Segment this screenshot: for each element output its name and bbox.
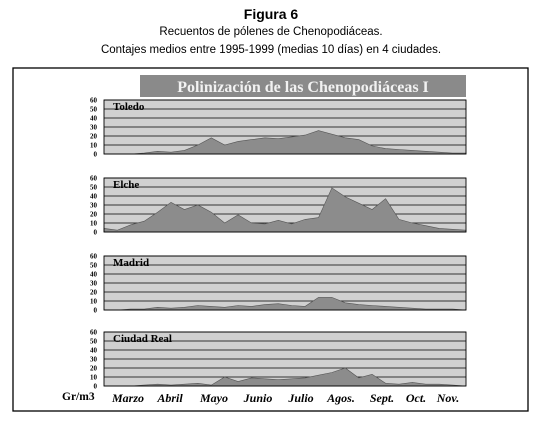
y-tick-label: 50 [90,261,97,270]
y-tick-label: 60 [90,252,97,261]
y-tick-label: 20 [90,364,97,373]
y-tick-label: 10 [90,373,97,382]
month-label: Mayo [200,391,228,405]
y-tick-label: 10 [90,297,97,306]
y-tick-label: 0 [93,306,97,315]
figure-subtitle-detail: Contajes medios entre 1995-1999 (medias 10 días) en 4 ciudades. [100,44,442,56]
y-tick-label: 20 [90,132,97,141]
figure-subtitle: Recuentos de pólenes de Chenopodiáceas. [159,26,383,38]
y-tick-label: 0 [93,150,97,159]
month-label: Oct. [405,391,427,405]
y-tick-label: 0 [93,382,97,391]
y-tick-label: 50 [90,105,97,114]
y-tick-label: 30 [90,123,97,132]
y-tick-label: 40 [90,346,97,355]
month-label: Agos. [327,391,355,405]
y-tick-label: 10 [90,141,97,150]
y-tick-label: 30 [90,201,97,210]
y-tick-label: 40 [90,114,97,123]
month-label: Abril [157,391,183,405]
y-tick-label: 60 [90,96,97,105]
series-label: Ciudad Real [113,333,172,345]
y-tick-label: 30 [90,279,97,288]
month-label: Sept. [369,391,395,405]
y-tick-label: 60 [90,328,97,337]
y-axis-unit: Gr/m3 [62,391,95,403]
y-tick-label: 20 [90,288,97,297]
y-tick-label: 30 [90,355,97,364]
y-tick-label: 40 [90,270,97,279]
y-tick-label: 40 [90,192,97,201]
month-label: Nov. [436,391,460,405]
y-tick-label: 0 [93,228,97,237]
series-label: Elche [113,179,140,191]
figure-title: Figura 6 [243,6,299,22]
series-label: Madrid [113,257,150,269]
y-tick-label: 50 [90,337,97,346]
y-tick-label: 10 [90,219,97,228]
month-label: Marzo [111,391,145,405]
y-tick-label: 50 [90,183,97,192]
y-tick-label: 60 [90,174,97,183]
month-label: Junio [243,391,273,405]
series-label: Toledo [113,101,145,113]
y-tick-label: 20 [90,210,97,219]
chart-title: Polinización de las Chenopodiáceas I [177,79,429,96]
month-label: Julio [288,391,314,405]
